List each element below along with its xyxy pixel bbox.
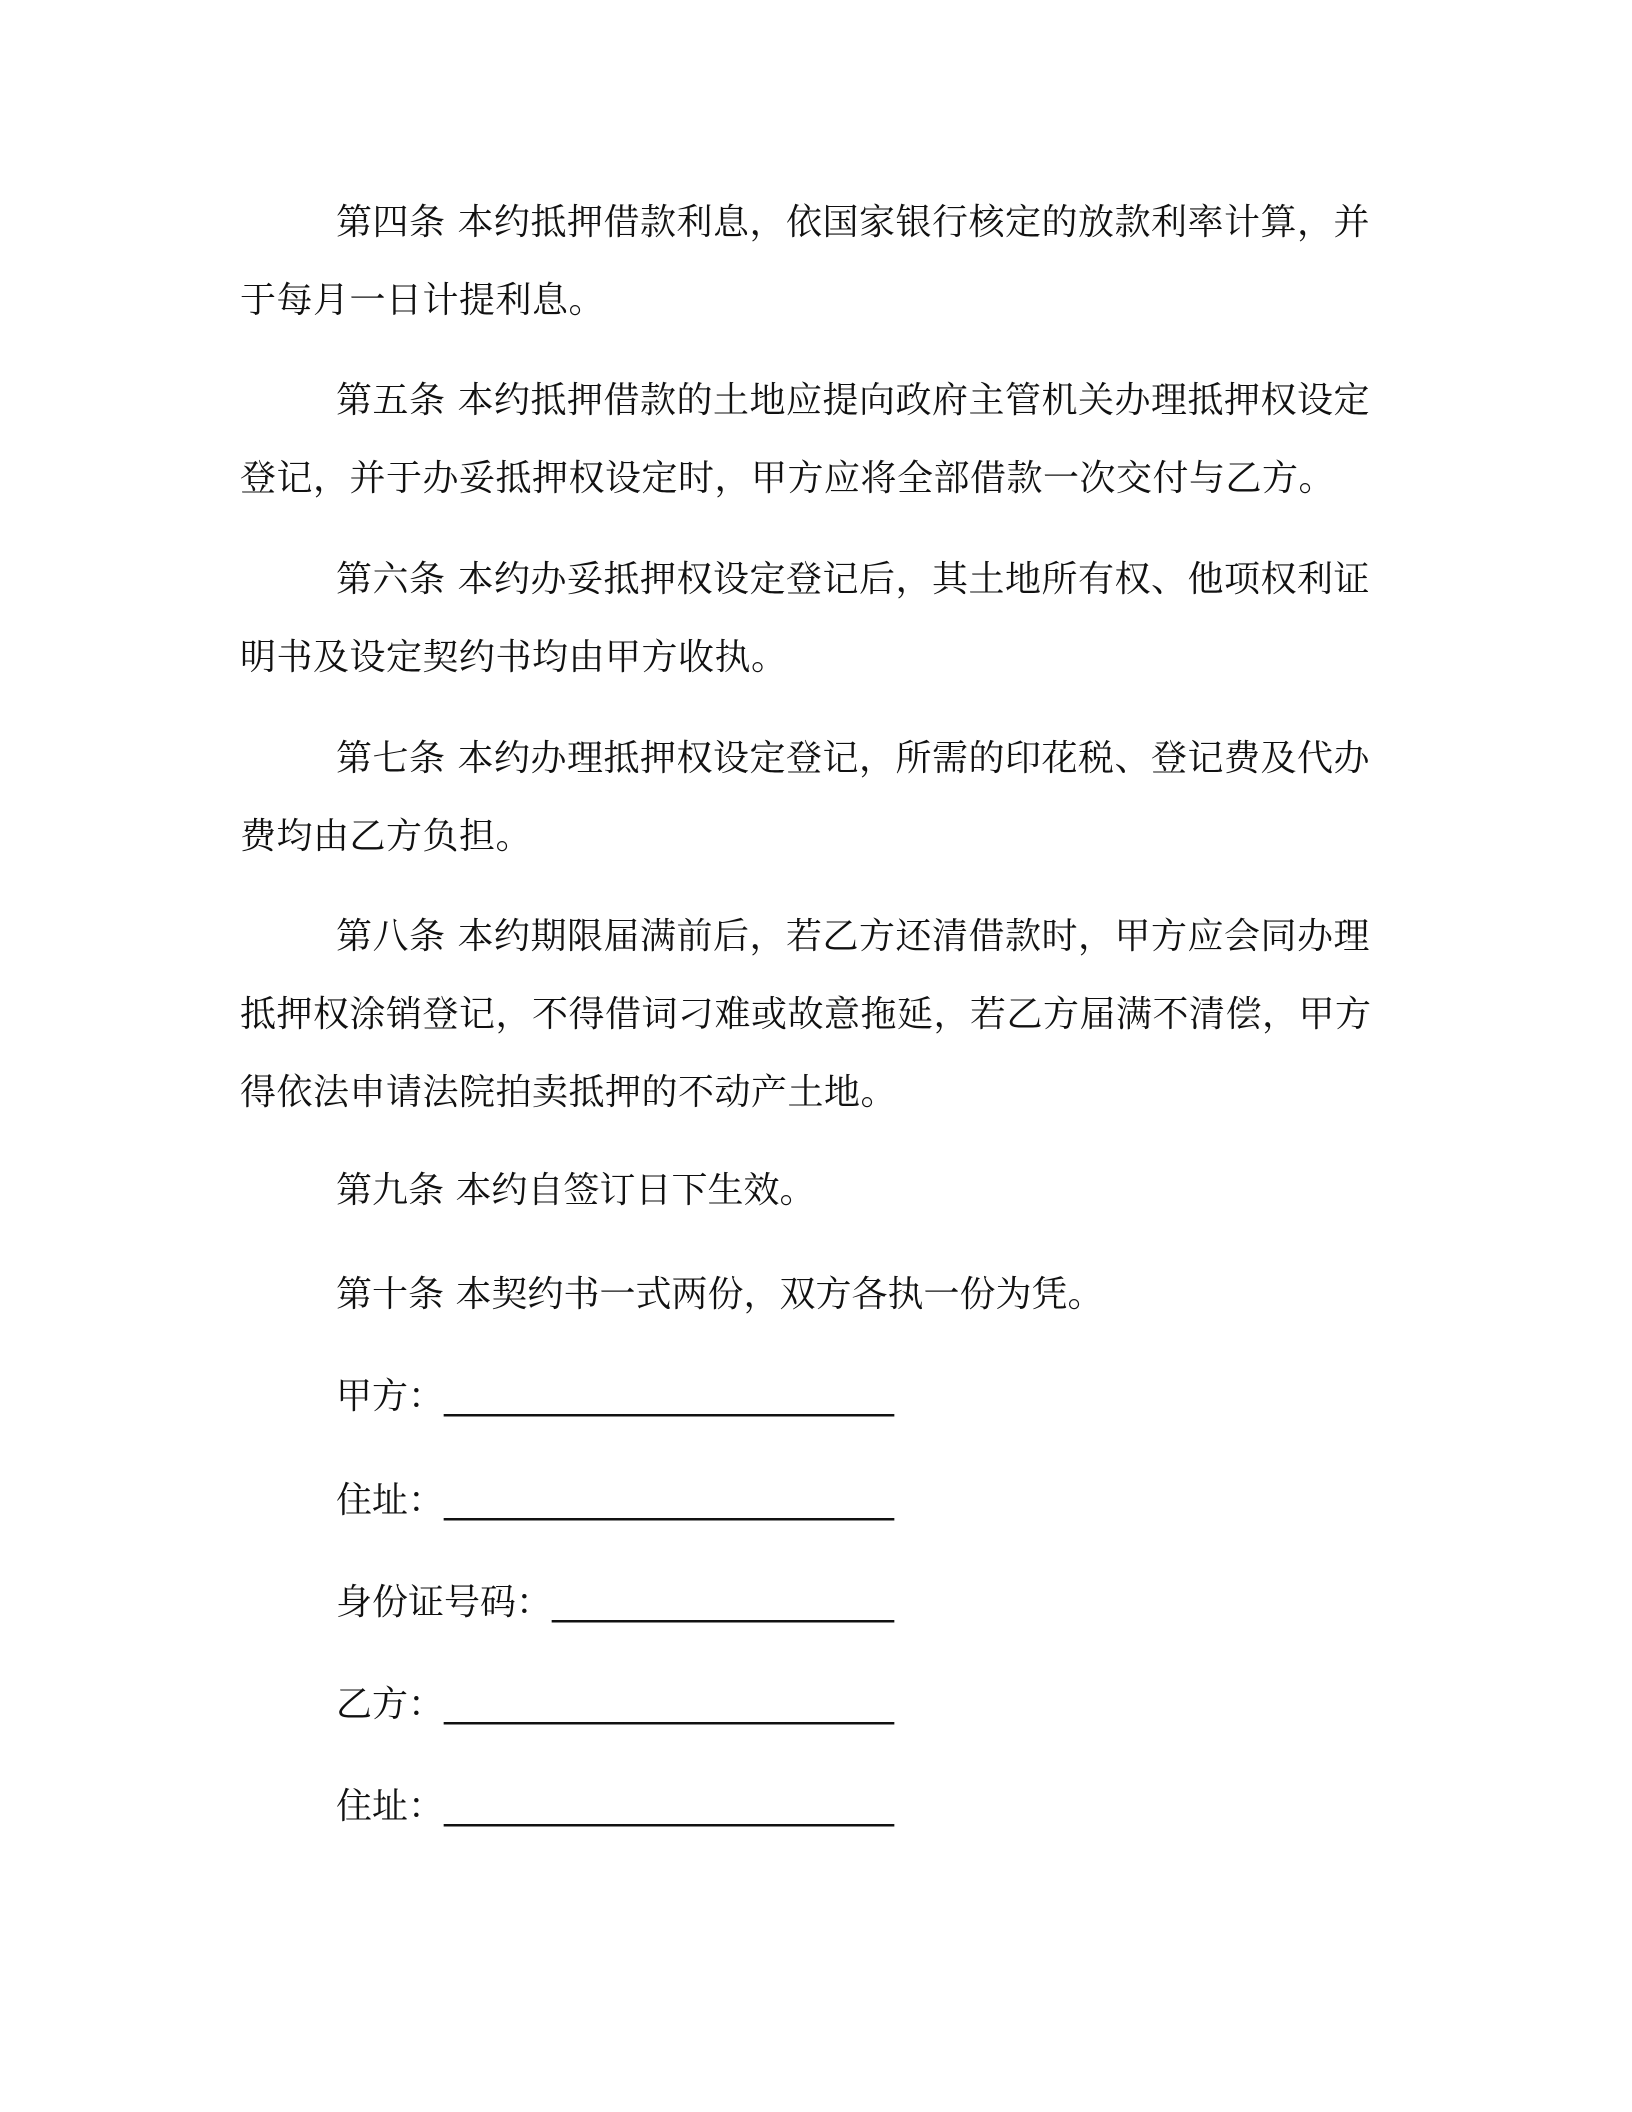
party-b-field: 乙方：_________________________ <box>336 1684 895 1725</box>
clause-6: 第六条 本约办妥抵押权设定登记后，其土地所有权、他项权利证明书及设定契约书均由甲方收执。 <box>240 559 1370 678</box>
clause-4: 第四条 本约抵押借款利息，依国家银行核定的放款利率计算，并于每月一日计提利息。 <box>240 202 1370 321</box>
clause-9: 第九条 本约自签订日下生效。 <box>336 1170 816 1211</box>
clause-5: 第五条 本约抵押借款的土地应提向政府主管机关办理抵押权设定登记，并于办妥抵押权设定时，甲方应将全部借款一次交付与乙方。 <box>240 380 1370 499</box>
party-a-field: 甲方：_________________________ <box>336 1376 895 1417</box>
clause-7: 第七条 本约办理抵押权设定登记，所需的印花税、登记费及代办费均由乙方负担。 <box>240 738 1370 857</box>
clause-8: 第八条 本约期限届满前后，若乙方还清借款时，甲方应会同办理抵押权涂销登记，不得借词刁难或故意拖延，若乙方届满不清偿，甲方得依法申请法院拍卖抵押的不动产土地。 <box>240 916 1372 1113</box>
clause-10: 第十条 本契约书一式两份，双方各执一份为凭。 <box>336 1274 1104 1315</box>
id-number-field: 身份证号码：___________________ <box>336 1582 895 1623</box>
party-b-address-field: 住址：_________________________ <box>336 1786 895 1827</box>
party-a-address-field: 住址：_________________________ <box>336 1480 895 1521</box>
